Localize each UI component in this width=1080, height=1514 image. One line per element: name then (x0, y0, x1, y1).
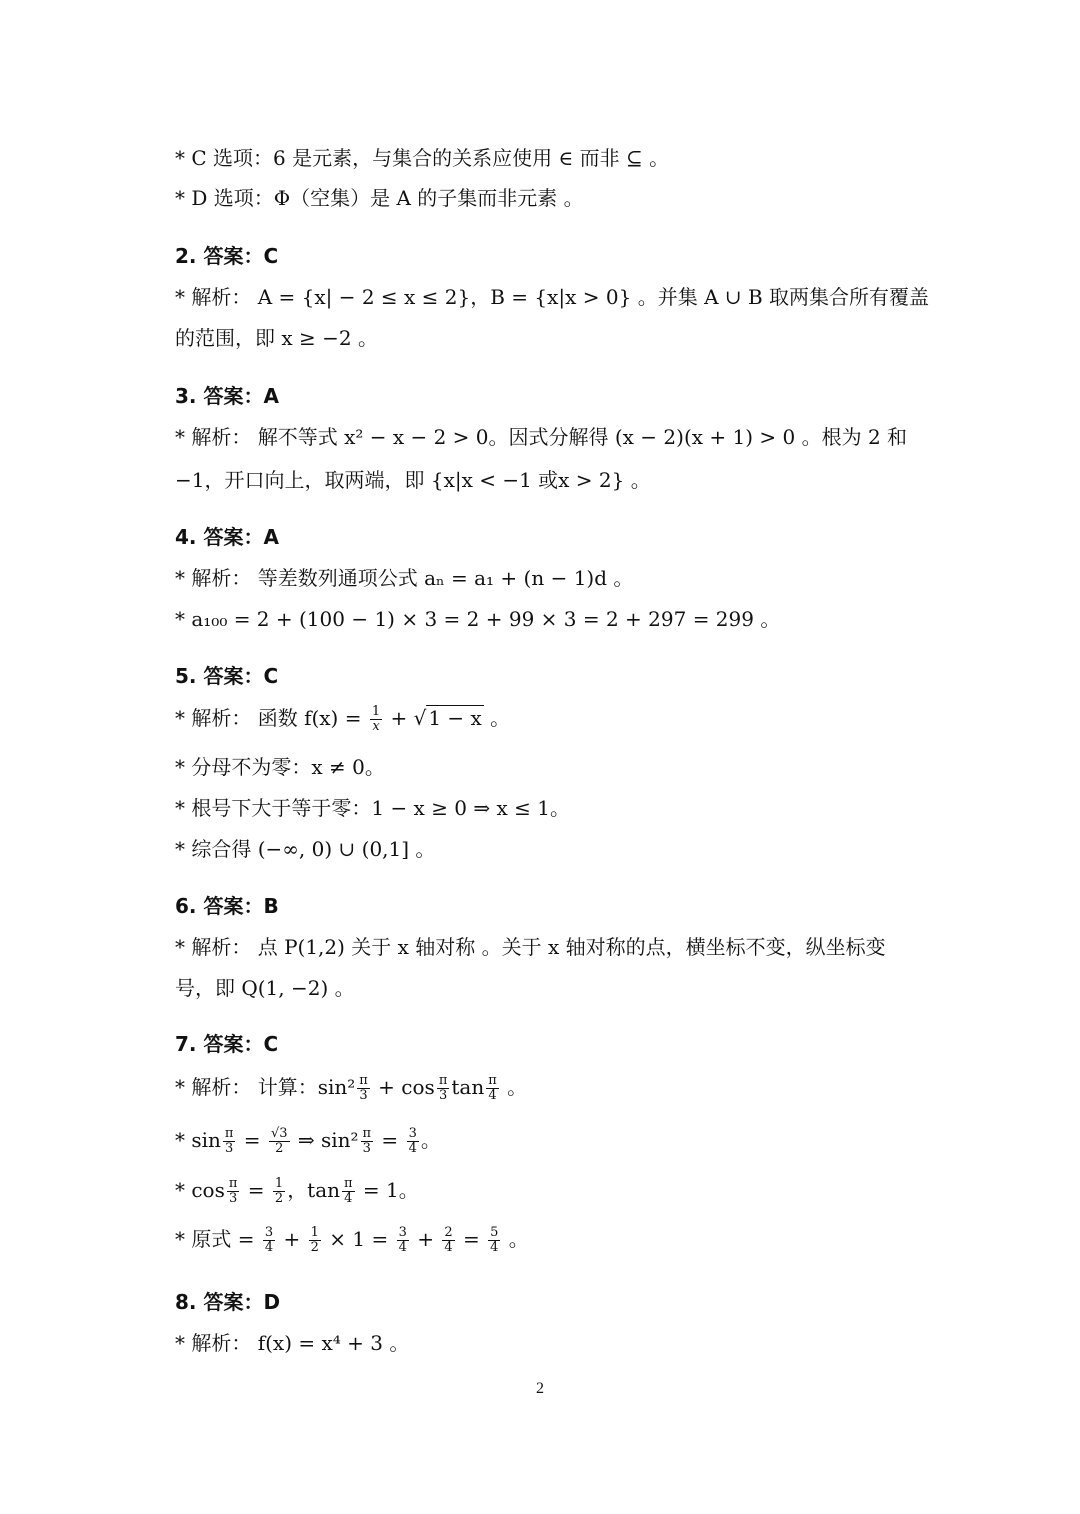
answer-7-step-1 (175, 1126, 441, 1156)
text: 。 (502, 1227, 529, 1251)
numerator: π (224, 1126, 234, 1141)
fraction (342, 1177, 355, 1206)
text: = (241, 1178, 271, 1202)
denominator: 2 (275, 1141, 284, 1156)
answer-6-explanation: * 解析： 点 P(1,2) 关于 x 轴对称 。关于 x 轴对称的点，横坐标不变，纵坐标变 (175, 935, 886, 959)
numerator: 3 (264, 1225, 274, 1240)
fraction (269, 1127, 290, 1156)
answer-7-explanation (175, 1073, 527, 1103)
denominator: 4 (264, 1240, 274, 1255)
fraction (309, 1226, 321, 1255)
fraction (397, 1226, 409, 1255)
text: = 1。 (356, 1178, 419, 1202)
numerator: π (362, 1126, 372, 1141)
text: ⇒ sin² (291, 1128, 359, 1152)
answer-3-heading: 3. 答案：A (175, 384, 279, 408)
text: = (456, 1227, 487, 1251)
radicand: 1 − x (428, 706, 482, 730)
page-number: 2 (536, 1380, 544, 1397)
numerator: 5 (490, 1225, 499, 1240)
answer-2-explanation-cont: 的范围，即 x ≥ −2 。 (175, 326, 378, 350)
text: = (237, 1128, 267, 1152)
fraction (227, 1177, 240, 1206)
text: * 原式 = (175, 1227, 261, 1251)
denominator: 4 (408, 1141, 417, 1156)
answer-7-step-2 (175, 1176, 419, 1206)
text: tan (451, 1075, 485, 1099)
text: 。 (420, 1128, 441, 1152)
text: + (277, 1227, 307, 1251)
answer-2-explanation: * 解析： A = {x| − 2 ≤ x ≤ 2}，B = {x|x > 0} 。并集 A ∪ B 取两集合所有覆盖 (175, 285, 930, 309)
denominator: 4 (444, 1240, 453, 1255)
numerator: π (359, 1073, 368, 1088)
denominator: 3 (362, 1141, 371, 1156)
answer-5-step-2: * 根号下大于等于零：1 − x ≥ 0 ⇒ x ≤ 1。 (175, 796, 570, 820)
answer-3-explanation-cont: −1，开口向上，取两端，即 {x|x < −1 或x > 2} 。 (175, 468, 651, 492)
numerator: π (228, 1176, 238, 1191)
option-c-note: * C 选项：6 是元素，与集合的关系应使用 ∈ 而非 ⊆ 。 (175, 146, 670, 170)
text: + √ (384, 706, 427, 730)
fraction (361, 1127, 374, 1156)
text: 。 (483, 706, 511, 730)
fraction (442, 1226, 454, 1255)
numerator: π (438, 1073, 448, 1088)
denominator: 4 (488, 1088, 497, 1103)
answer-5-step-3: * 综合得 (−∞, 0) ∪ (0,1] 。 (175, 837, 436, 861)
denominator: 3 (229, 1191, 238, 1206)
text: = (375, 1128, 405, 1152)
numerator: 3 (398, 1225, 407, 1240)
numerator: 2 (444, 1225, 453, 1240)
denominator: 4 (490, 1240, 499, 1255)
text: + cos (371, 1075, 435, 1099)
numerator: 1 (371, 704, 381, 719)
answer-4-explanation: * 解析： 等差数列通项公式 aₙ = a₁ + (n − 1)d 。 (175, 566, 634, 590)
numerator: 3 (408, 1126, 417, 1141)
fraction (273, 1177, 285, 1206)
text: * 解析： 计算：sin² (175, 1075, 356, 1099)
denominator: 4 (344, 1191, 353, 1206)
text: * 解析： 函数 f(x) = (175, 706, 368, 730)
denominator: 3 (359, 1088, 368, 1103)
answer-6-heading: 6. 答案：B (175, 894, 279, 918)
fraction (488, 1226, 500, 1255)
fraction (263, 1226, 275, 1255)
answer-4-calc: * a₁₀₀ = 2 + (100 − 1) × 3 = 2 + 99 × 3 = 2 + 297 = 299 。 (175, 607, 781, 631)
answer-3-explanation: * 解析： 解不等式 x² − x − 2 > 0。因式分解得 (x − 2)(x + 1) > 0 。根为 2 和 (175, 425, 908, 449)
answer-4-heading: 4. 答案：A (175, 525, 279, 549)
fraction (437, 1074, 450, 1103)
answer-5-explanation (175, 704, 510, 734)
answer-8-heading: 8. 答案：D (175, 1290, 281, 1314)
numerator: 1 (310, 1225, 319, 1240)
fraction (486, 1074, 499, 1103)
numerator: π (488, 1073, 497, 1088)
text: ，tan (287, 1178, 341, 1202)
numerator: 1 (274, 1176, 284, 1191)
text: + (410, 1227, 441, 1251)
denominator: 3 (438, 1088, 448, 1103)
numerator: π (344, 1176, 353, 1191)
fraction (357, 1074, 370, 1103)
denominator: x (372, 719, 380, 734)
text: × 1 = (322, 1227, 395, 1251)
denominator: 4 (398, 1240, 407, 1255)
answer-7-step-3 (175, 1225, 529, 1255)
denominator: 2 (310, 1240, 319, 1255)
option-d-note: * D 选项：Φ（空集）是 A 的子集而非元素 。 (175, 186, 584, 210)
answer-5-heading: 5. 答案：C (175, 664, 279, 688)
answer-6-explanation-cont: 号，即 Q(1, −2) 。 (175, 976, 355, 1000)
fraction (407, 1127, 419, 1156)
numerator: √3 (270, 1126, 288, 1141)
answer-7-heading: 7. 答案：C (175, 1032, 279, 1056)
text: * sin (175, 1128, 221, 1152)
text: 。 (500, 1075, 528, 1099)
denominator: 2 (274, 1191, 284, 1206)
answer-8-explanation: * 解析： f(x) = x⁴ + 3 。 (175, 1331, 410, 1355)
fraction (223, 1127, 236, 1156)
answer-2-heading: 2. 答案：C (175, 244, 279, 268)
denominator: 3 (225, 1141, 234, 1156)
text: * cos (175, 1178, 225, 1202)
fraction (370, 705, 382, 734)
answer-5-step-1: * 分母不为零：x ≠ 0。 (175, 755, 385, 779)
